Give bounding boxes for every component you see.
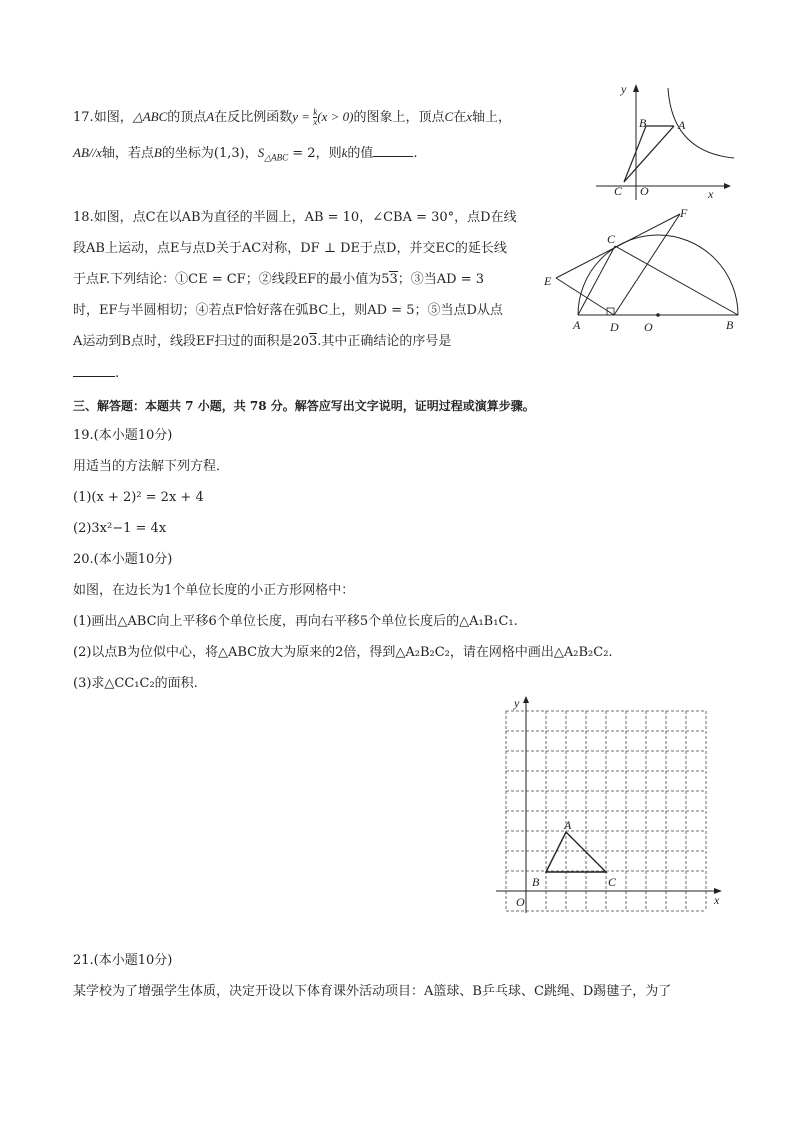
fraction-k-over-x: $\frac{k}{x}$ xyxy=(313,107,318,127)
q20-part2: (2)以点B为位似中心，将△ABC放大为原来的2倍，得到△A₂B₂C₂，请在网格中画出△A₂B₂C₂. xyxy=(73,645,613,660)
q17-line-2: AB//x轴，若点B的坐标为(1,3)，$S_{\triangle ABC} = 2$，则k的值 . xyxy=(73,145,418,163)
label-f: F xyxy=(680,206,688,220)
label-d: D xyxy=(610,320,619,334)
label-e: E xyxy=(544,274,552,288)
q19-header: 19.(本小题10分) xyxy=(73,428,173,443)
label-y: y xyxy=(621,82,627,96)
label-c: C xyxy=(608,875,617,889)
segment-ef xyxy=(556,214,680,278)
label-b: B xyxy=(532,875,540,889)
label-x: x xyxy=(714,893,720,907)
segment-df xyxy=(614,214,680,315)
q18-line-3: 于点F.下列结论：①CE = CF；②线段EF的最小值为53；③当AD = 3 xyxy=(73,272,485,287)
section-3-heading: 三、解答题：本题共 7 小题，共 78 分。解答应写出文字说明，证明过程或演算步骤。 xyxy=(73,399,535,413)
segment-bc xyxy=(624,126,646,182)
q19-eq2: (2)3x²−1 = 4x xyxy=(73,521,167,536)
q20-part1: (1)画出△ABC向上平移6个单位长度，再向右平移5个单位长度后的△A₁B₁C₁. xyxy=(73,614,518,629)
label-x: x xyxy=(708,187,714,201)
q19-intro: 用适当的方法解下列方程． xyxy=(73,459,230,474)
label-o: O xyxy=(644,320,653,334)
segment-cd xyxy=(614,246,615,315)
q18-line-2: 段AB上运动，点E与点D关于AC对称，DF ⊥ DE于点D，并交EC的延长线 xyxy=(73,241,507,256)
label-o: O xyxy=(516,895,525,909)
y-axis-arrow xyxy=(633,84,639,92)
q19-eq1: (1)(x + 2)² = 2x + 4 xyxy=(73,490,204,505)
q18-line-4: 时，EF与半圆相切；④若点F恰好落在弧BC上，则AD = 5；⑤当点D从点 xyxy=(73,303,503,318)
label-b: B xyxy=(639,116,647,130)
label-b: B xyxy=(726,318,734,332)
q18-line-1: 18.如图，点C在以AB为直径的半圆上，AB = 10，∠CBA = 30°，点D在线 xyxy=(73,210,517,225)
segment-ac xyxy=(578,246,615,315)
label-c: C xyxy=(607,232,616,246)
q20-grid-figure xyxy=(490,695,730,920)
segment-cb xyxy=(615,246,738,315)
q20-intro: 如图，在边长为1个单位长度的小正方形网格中： xyxy=(73,583,355,598)
segment-ed xyxy=(556,278,614,315)
q20-part3: (3)求△CC₁C₂的面积. xyxy=(73,676,198,691)
label-a: A xyxy=(564,818,572,832)
q18-line-5: A运动到B点时，线段EF扫过的面积是203.其中正确结论的序号是 xyxy=(73,334,452,349)
label-a: A xyxy=(678,118,686,132)
x-axis-arrow xyxy=(724,183,731,189)
label-c: C xyxy=(614,184,623,198)
q21-header: 21.(本小题10分) xyxy=(73,953,173,968)
q20-header: 20.(本小题10分) xyxy=(73,552,173,567)
answer-blank[interactable] xyxy=(73,364,115,377)
q21-text: 某学校为了增强学生体质，决定开设以下体育课外活动项目：A篮球、B乒乓球、C跳绳、D踢毽子，为了 xyxy=(73,984,672,999)
y-axis-arrow xyxy=(523,696,529,703)
q18-figure xyxy=(540,205,745,335)
triangle-abc xyxy=(546,832,606,872)
label-o: O xyxy=(640,184,649,198)
center-dot xyxy=(656,313,660,317)
q17-figure xyxy=(596,80,741,200)
answer-blank[interactable] xyxy=(373,144,413,157)
q17-line-1: 17.如图，△ABC的顶点A在反比例函数y = $\frac{k}{x}$ (x > 0)的图象上，顶点C在x轴上， xyxy=(73,107,511,127)
segment-ca xyxy=(624,126,674,182)
q18-line-6: . xyxy=(73,364,119,383)
label-a: A xyxy=(573,318,581,332)
label-y: y xyxy=(514,696,520,710)
